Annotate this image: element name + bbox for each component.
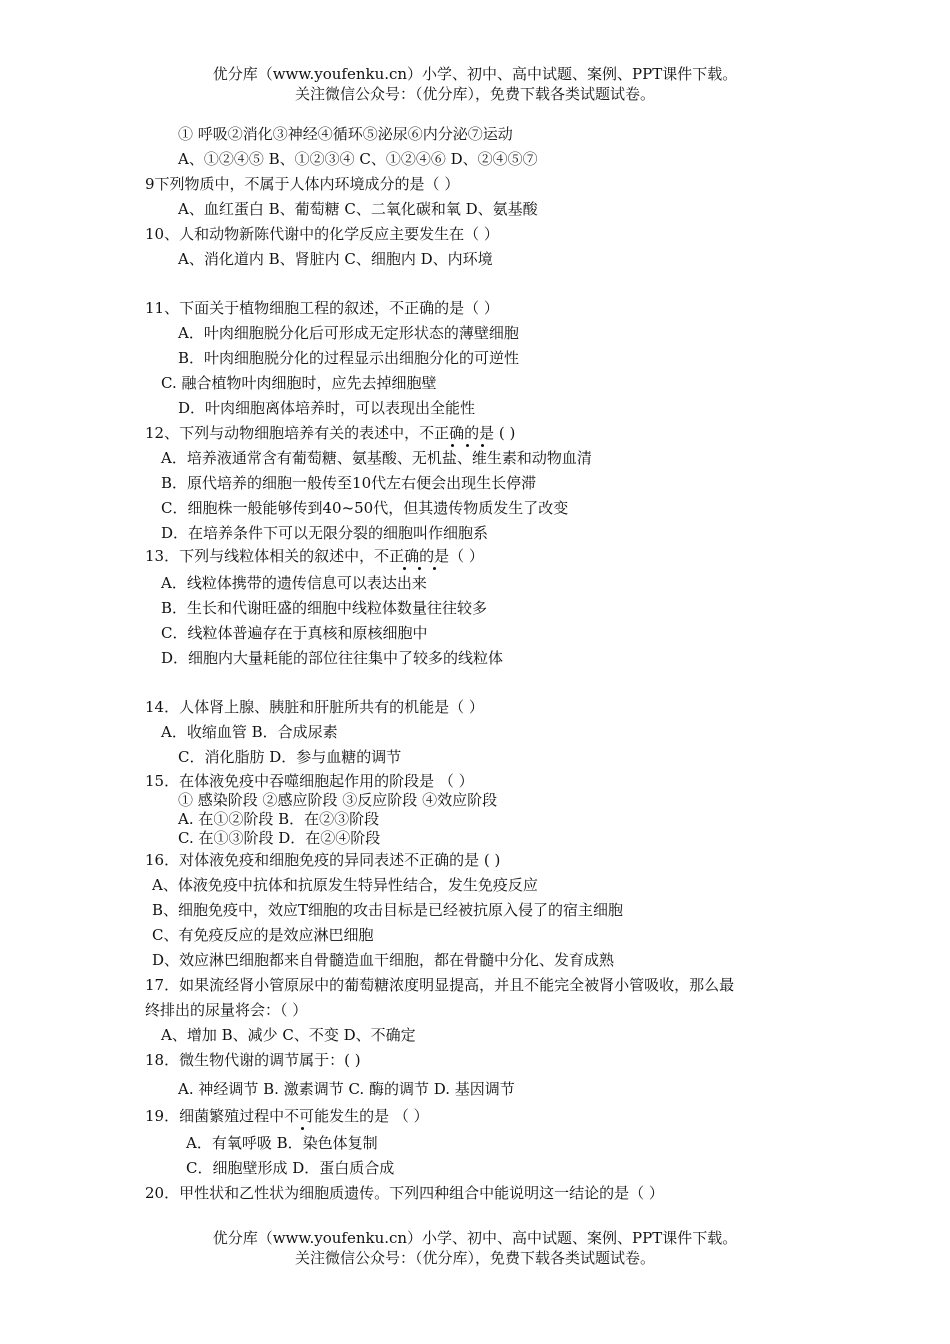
q17-options: A、增加 B、减少 C、不变 D、不确定: [161, 1026, 416, 1044]
q12-option-d: D．在培养条件下可以无限分裂的细胞叫作细胞系: [161, 524, 489, 542]
q14-options-cd: C．消化脂肪 D．参与血糖的调节: [178, 748, 402, 766]
q11-option-c: C. 融合植物叶肉细胞时，应先去掉细胞壁: [161, 374, 437, 392]
q8-options: A、①②④⑤ B、①②③④ C、①②④⑥ D、②④⑤⑦: [178, 150, 538, 168]
q15-items: ① 感染阶段 ②感应阶段 ③反应阶段 ④效应阶段: [178, 791, 498, 809]
emphasis-dot: [433, 567, 436, 570]
q16-option-d: D、效应淋巴细胞都来自骨髓造血干细胞，都在骨髓中分化、发育成熟: [152, 951, 615, 969]
q16-option-c: C、有免疫反应的是效应淋巴细胞: [152, 926, 374, 944]
q13-option-b: B．生长和代谢旺盛的细胞中线粒体数量往往较多: [161, 599, 488, 617]
q14-stem: 14．人体肾上腺、胰脏和肝脏所共有的机能是（ ）: [145, 698, 484, 716]
q10-stem: 10、人和动物新陈代谢中的化学反应主要发生在（ ）: [145, 225, 499, 243]
q12-stem: 12、下列与动物细胞培养有关的表述中，不正确的是 ( ): [145, 424, 516, 442]
q12-option-b: B．原代培养的细胞一般传至10代左右便会出现生长停滞: [161, 474, 537, 492]
q11-stem: 11、下面关于植物细胞工程的叙述，不正确的是（ ）: [145, 299, 499, 317]
header-line-2: 关注微信公众号：（优分库），免费下载各类试题试卷。: [294, 85, 655, 103]
q9-options: A、血红蛋白 B、葡萄糖 C、二氧化碳和氧 D、氨基酸: [178, 200, 538, 218]
q13-stem: 13．下列与线粒体相关的叙述中，不正确的是（ ）: [145, 547, 484, 565]
q15-stem: 15．在体液免疫中吞噬细胞起作用的阶段是 （ ）: [145, 772, 474, 790]
q13-option-d: D．细胞内大量耗能的部位往往集中了较多的线粒体: [161, 649, 504, 667]
emphasis-dot: [481, 444, 484, 447]
emphasis-dot: [466, 444, 469, 447]
q16-option-b: B、细胞免疫中，效应T细胞的攻击目标是已经被抗原入侵了的宿主细胞: [152, 901, 624, 919]
q11-option-d: D．叶肉细胞离体培养时，可以表现出全能性: [178, 399, 476, 417]
q15-options-cd: C. 在①③阶段 D．在②④阶段: [178, 829, 381, 847]
q16-stem: 16．对体液免疫和细胞免疫的异同表述不正确的是 ( ): [145, 851, 501, 869]
emphasis-dot: [451, 444, 454, 447]
emphasis-dot: [301, 1127, 304, 1130]
q12-option-a: A．培养液通常含有葡萄糖、氨基酸、无机盐、维生素和动物血清: [161, 449, 592, 467]
q10-options: A、消化道内 B、肾脏内 C、细胞内 D、内环境: [178, 250, 493, 268]
emphasis-dot: [418, 567, 421, 570]
q12-option-c: C．细胞株一般能够传到40~50代，但其遗传物质发生了改变: [161, 499, 569, 517]
q8-items: ① 呼吸②消化③神经④循环⑤泌尿⑥内分泌⑦运动: [178, 125, 513, 143]
q14-options-ab: A．收缩血管 B．合成尿素: [161, 723, 338, 741]
q16-option-a: A、体液免疫中抗体和抗原发生特异性结合，发生免疫反应: [152, 876, 538, 894]
q18-options: A. 神经调节 B. 激素调节 C. 酶的调节 D. 基因调节: [178, 1080, 515, 1098]
q20-stem: 20．甲性状和乙性状为细胞质遗传。下列四种组合中能说明这一结论的是（ ）: [145, 1184, 664, 1202]
header-line-1: 优分库（www.youfenku.cn）小学、初中、高中试题、案例、PPT课件下载。: [212, 65, 738, 83]
footer-line-2: 关注微信公众号：（优分库），免费下载各类试题试卷。: [294, 1249, 655, 1267]
q15-options-ab: A. 在①②阶段 B．在②③阶段: [178, 810, 380, 828]
q11-option-a: A．叶肉细胞脱分化后可形成无定形状态的薄壁细胞: [178, 324, 519, 342]
footer-line-1: 优分库（www.youfenku.cn）小学、初中、高中试题、案例、PPT课件下载。: [212, 1229, 738, 1247]
emphasis-dot: [403, 567, 406, 570]
q17-stem: 17．如果流经肾小管原尿中的葡萄糖浓度明显提高，并且不能完全被肾小管吸收，那么最: [145, 976, 735, 994]
q18-stem: 18．微生物代谢的调节属于：( ): [145, 1051, 361, 1069]
q13-option-a: A．线粒体携带的遗传信息可以表达出来: [161, 574, 427, 592]
q19-stem: 19．细菌繁殖过程中不可能发生的是 （ ）: [145, 1107, 429, 1125]
q17-stem-continued: 终排出的尿量将会：（ ）: [145, 1001, 308, 1019]
q13-option-c: C．线粒体普遍存在于真核和原核细胞中: [161, 624, 428, 642]
q19-options-ab: A．有氧呼吸 B．染色体复制: [186, 1134, 378, 1152]
q19-options-cd: C．细胞壁形成 D．蛋白质合成: [186, 1159, 395, 1177]
q9-stem: 9下列物质中，不属于人体内环境成分的是（ ）: [145, 175, 460, 193]
q11-option-b: B．叶肉细胞脱分化的过程显示出细胞分化的可逆性: [178, 349, 520, 367]
